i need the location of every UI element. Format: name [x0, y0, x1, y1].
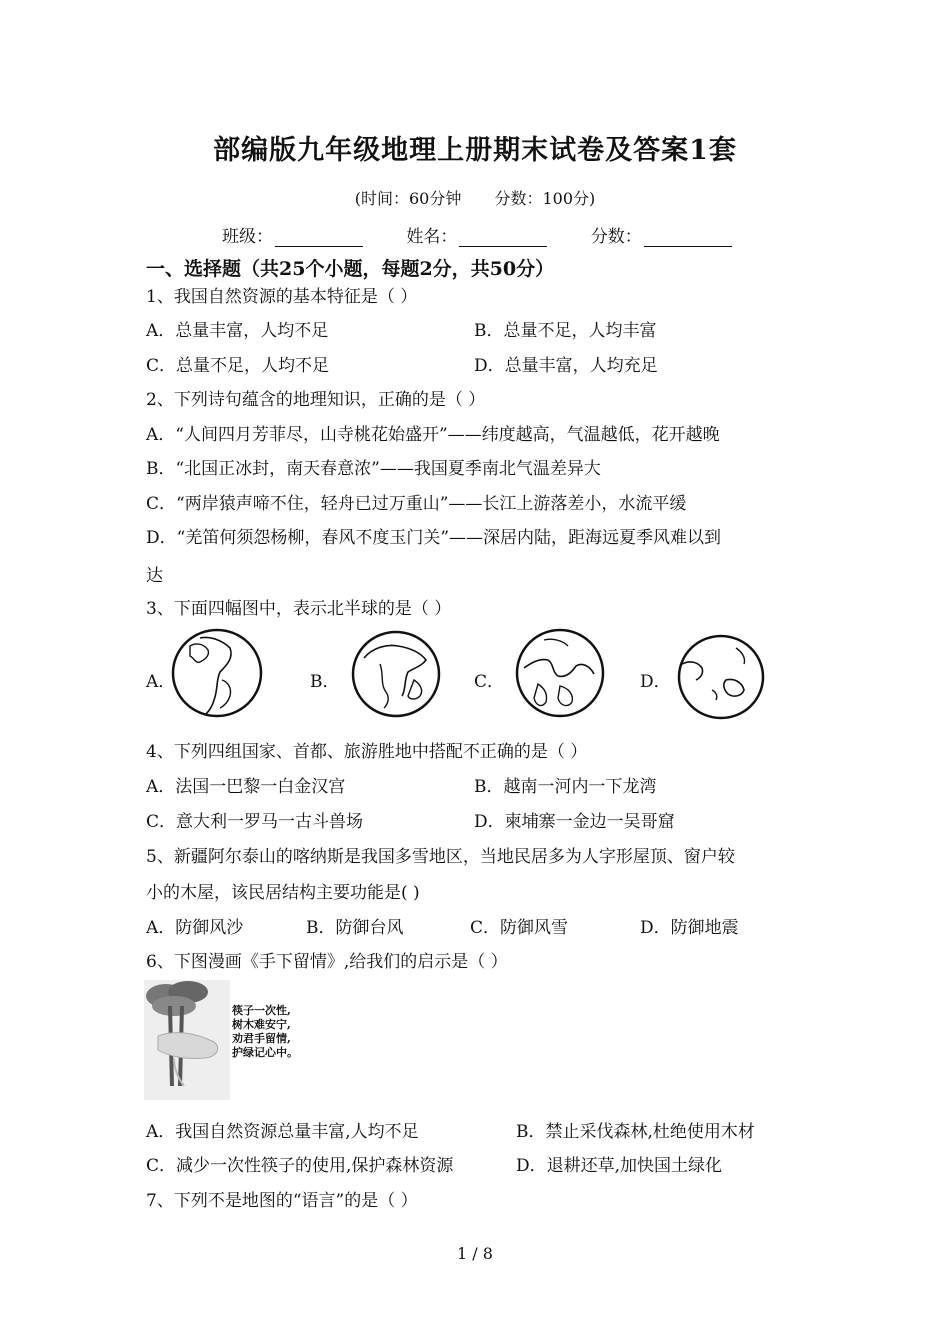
- q3-option-c: C．: [474, 672, 505, 692]
- class-blank: [275, 230, 363, 247]
- q1-option-d: D．总量丰富，人均充足: [474, 356, 658, 376]
- globe-c-image: [514, 628, 606, 718]
- q2-stem: 2、下列诗句蕴含的地理知识，正确的是（ ）: [146, 390, 486, 410]
- score-blank: [644, 230, 732, 247]
- score-label: 分数：: [590, 227, 642, 247]
- q5-option-b: B．防御台风: [306, 918, 404, 938]
- name-blank: [459, 230, 547, 247]
- q6-option-c: C．减少一次性筷子的使用,保护森林资源: [146, 1156, 454, 1176]
- q4-stem: 4、下列四组国家、首都、旅游胜地中搭配不正确的是（ ）: [146, 742, 588, 762]
- globe-d-image: [676, 634, 766, 720]
- score-info: 分数：100分): [494, 189, 596, 208]
- globe-a-image: [170, 628, 264, 718]
- q3-option-a: A．: [146, 672, 176, 692]
- name-label: 姓名：: [406, 227, 458, 247]
- q5-option-c: C．防御风雪: [470, 918, 569, 938]
- q2-option-d: D．“羌笛何须怨杨柳，春风不度玉门关”——深居内陆，距海远夏季风难以到: [146, 528, 722, 548]
- name-field: [406, 222, 547, 247]
- q3-stem: 3、下面四幅图中，表示北半球的是（ ）: [146, 599, 452, 619]
- q7-stem: 7、下列不是地图的“语言”的是（ ）: [146, 1191, 418, 1211]
- cartoon-line-3: 劝君手留情,: [232, 1032, 291, 1045]
- section-heading: 一、选择题（共25个小题，每题2分，共50分）: [146, 258, 555, 280]
- q5-stem: 5、新疆阿尔泰山的喀纳斯是我国多雪地区，当地民居多为人字形屋顶、窗户较: [146, 847, 735, 867]
- cartoon-caption: [232, 1004, 298, 1060]
- exam-meta: [0, 186, 950, 209]
- cartoon-line-1: 筷子一次性,: [232, 1004, 291, 1017]
- class-field: [222, 222, 363, 247]
- q5-option-d: D．防御地震: [640, 918, 739, 938]
- cartoon-line-4: 护绿记心中。: [232, 1046, 298, 1059]
- q4-option-d: D．柬埔寨一金边一吴哥窟: [474, 812, 675, 832]
- time-info: (时间：60分钟: [354, 189, 462, 208]
- q3-option-d: D．: [640, 672, 671, 692]
- q6-stem: 6、下图漫画《手下留情》,给我们的启示是（ ）: [146, 952, 508, 972]
- page-number: 1 / 8: [457, 1244, 493, 1263]
- q1-option-c: C．总量不足，人均不足: [146, 356, 330, 376]
- q4-option-a: A．法国一巴黎一白金汉宫: [146, 777, 346, 797]
- q2-option-a: A．“人间四月芳菲尽，山寺桃花始盛开”——纬度越高，气温越低，花开越晚: [146, 425, 720, 445]
- globe-b-image: [350, 630, 442, 718]
- q4-option-c: C．意大利一罗马一古斗兽场: [146, 812, 364, 832]
- student-info: [222, 222, 770, 247]
- cartoon-line-2: 树木难安宁,: [232, 1018, 291, 1031]
- q5-stem-cont: 小的木屋，该民居结构主要功能是( ): [146, 883, 420, 903]
- q5-option-a: A．防御风沙: [146, 918, 244, 938]
- q1-option-a: A．总量丰富，人均不足: [146, 321, 329, 341]
- score-field: [591, 222, 732, 247]
- q2-option-d-cont: 达: [146, 566, 163, 586]
- q3-option-b: B．: [310, 672, 340, 692]
- q6-option-d: D．退耕还草,加快国土绿化: [516, 1156, 723, 1176]
- cartoon-image: [144, 980, 304, 1100]
- q1-stem: 1、我国自然资源的基本特征是（ ）: [146, 287, 418, 307]
- q6-option-a: A．我国自然资源总量丰富,人均不足: [146, 1122, 419, 1142]
- q2-option-c: C．“两岸猿声啼不住，轻舟已过万重山”——长江上游落差小，水流平缓: [146, 494, 687, 514]
- class-label: 班级：: [222, 227, 273, 247]
- q4-option-b: B．越南一河内一下龙湾: [474, 777, 657, 797]
- q1-option-b: B．总量不足，人均丰富: [474, 321, 657, 341]
- q6-option-b: B．禁止采伐森林,杜绝使用木材: [516, 1122, 755, 1142]
- page-title: 部编版九年级地理上册期末试卷及答案1套: [213, 135, 737, 166]
- q2-option-b: B．“北国正冰封，南天春意浓”——我国夏季南北气温差异大: [146, 459, 601, 479]
